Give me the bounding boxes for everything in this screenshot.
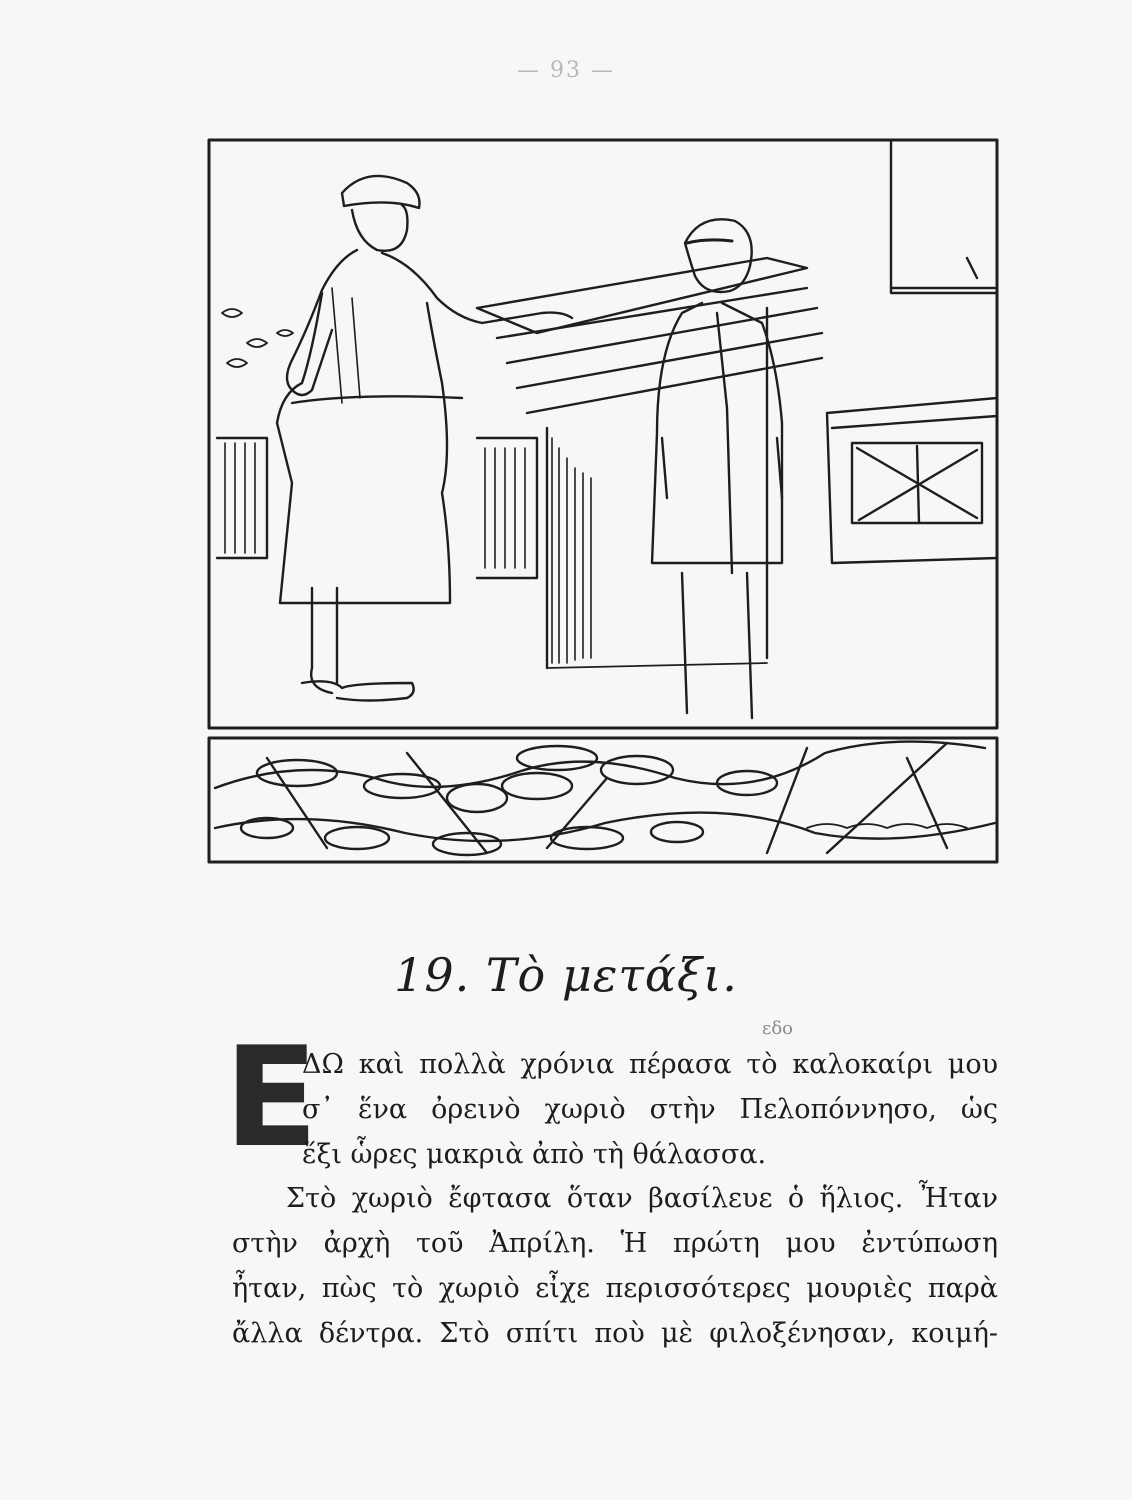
page-number: — 93 — [517, 58, 615, 83]
paragraph-2-line-4: ἄλλα δέντρα. Στὸ σπίτι ποὺ μὲ φιλοξένησαν, κοιμή- [232, 1318, 998, 1349]
paragraph-2-line-3: ἦταν, πὼς τὸ χωριὸ εἶχε περισσότερες μουριὲς παρὰ [232, 1273, 998, 1304]
paragraph-1-line-2: σ᾽ ἕνα ὀρεινὸ χωριὸ στὴν Πελοπόννησο, ὡς [302, 1094, 998, 1125]
paragraph-1-line-1: ΔΩ καὶ πολλὰ χρόνια πέρασα τὸ καλοκαίρι μου [302, 1049, 998, 1080]
paragraph-2-line-2: στὴν ἀρχὴ τοῦ Ἀπρίλη. Ἡ πρώτη μου ἐντύπωση [232, 1228, 998, 1259]
cocoon-branches [215, 742, 995, 855]
man-head [685, 219, 752, 292]
chapter-title: 19. Τὸ μετάξι. [394, 948, 738, 1002]
paragraph-2-line-1: Στὸ χωριὸ ἔφτασα ὅταν βασίλευε ὁ ἥλιος. Ἦταν [286, 1183, 998, 1214]
marginal-note: εδο [762, 1018, 793, 1039]
paragraph-1-line-3: ἕξι ὧρες μακριὰ ἀπὸ τὴ θάλασσα. [302, 1139, 767, 1170]
upper-panel-frame [209, 140, 997, 728]
illustration-silkworm-scene [207, 138, 999, 866]
window-frame [891, 140, 997, 293]
drop-cap: Ε [224, 1017, 319, 1178]
illustration-drawing [207, 138, 999, 866]
woman-headscarf [342, 176, 420, 208]
